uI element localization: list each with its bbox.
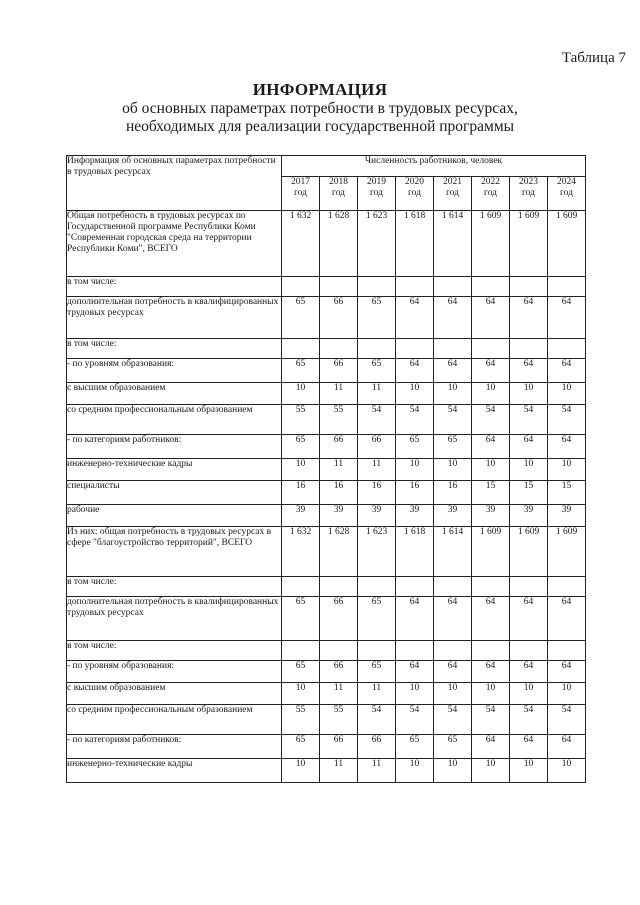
- year-unit: год: [294, 188, 307, 198]
- table-row: [67, 383, 586, 405]
- row-value: 10: [472, 383, 510, 405]
- year-unit: год: [408, 188, 421, 198]
- row-value: [282, 577, 320, 597]
- row-value: 55: [282, 405, 320, 435]
- row-value: [282, 277, 320, 297]
- row-value: 66: [320, 435, 358, 459]
- row-value: [548, 339, 586, 359]
- table-row: [67, 359, 586, 383]
- table-row: [67, 481, 586, 505]
- row-value: 55: [282, 705, 320, 735]
- row-value: [358, 339, 396, 359]
- row-value: 39: [548, 505, 586, 527]
- row-label: в том числе:: [67, 641, 282, 661]
- row-value: 66: [358, 435, 396, 459]
- row-value: 64: [510, 735, 548, 759]
- row-value: 16: [320, 481, 358, 505]
- row-value: 10: [282, 459, 320, 481]
- year-value: 2023: [519, 177, 538, 187]
- table-row: [67, 683, 586, 705]
- row-value: [548, 641, 586, 661]
- row-value: [358, 277, 396, 297]
- subtitle-line-2: необходимых для реализации государственной программы: [125, 118, 515, 135]
- row-label: - по уровням образования:: [67, 359, 282, 383]
- year-unit: год: [332, 188, 345, 198]
- row-label: - по уровням образования:: [67, 661, 282, 683]
- row-value: [396, 277, 434, 297]
- row-value: 10: [396, 383, 434, 405]
- row-value: [358, 641, 396, 661]
- row-value: 55: [320, 705, 358, 735]
- row-value: 64: [434, 297, 472, 339]
- row-value: 54: [434, 405, 472, 435]
- row-value: 64: [472, 661, 510, 683]
- row-value: 66: [320, 359, 358, 383]
- row-value: 1 609: [510, 211, 548, 277]
- row-value: [320, 339, 358, 359]
- row-value: 16: [396, 481, 434, 505]
- year-value: 2018: [329, 177, 348, 187]
- row-value: 1 632: [282, 211, 320, 277]
- row-value: 10: [548, 459, 586, 481]
- table-row: [67, 661, 586, 683]
- row-value: [472, 339, 510, 359]
- row-value: 54: [510, 705, 548, 735]
- row-value: 64: [548, 435, 586, 459]
- row-value: 1 614: [434, 211, 472, 277]
- row-value: 15: [510, 481, 548, 505]
- row-value: 16: [358, 481, 396, 505]
- row-label: инженерно-технические кадры: [67, 459, 282, 481]
- row-value: 64: [396, 359, 434, 383]
- row-value: 11: [358, 683, 396, 705]
- row-value: 10: [396, 459, 434, 481]
- row-value: [320, 577, 358, 597]
- row-value: 66: [320, 661, 358, 683]
- year-header-2022: [472, 177, 510, 211]
- row-value: 1 609: [510, 527, 548, 577]
- row-label: - по категориям работников:: [67, 435, 282, 459]
- row-value: [548, 277, 586, 297]
- row-value: 10: [434, 459, 472, 481]
- row-value: 11: [320, 683, 358, 705]
- row-value: [358, 577, 396, 597]
- labor-resources-table: [66, 155, 586, 783]
- row-label: дополнительная потребность в квалифицированных трудовых ресурсах: [67, 297, 282, 339]
- row-value: 10: [282, 759, 320, 783]
- row-value: 10: [510, 683, 548, 705]
- row-value: 65: [434, 435, 472, 459]
- row-value: 15: [472, 481, 510, 505]
- row-value: 1 618: [396, 211, 434, 277]
- year-unit: год: [560, 188, 573, 198]
- row-value: [320, 641, 358, 661]
- row-value: 11: [358, 759, 396, 783]
- row-label: с высшим образованием: [67, 683, 282, 705]
- row-value: [510, 339, 548, 359]
- row-label: инженерно-технические кадры: [67, 759, 282, 783]
- row-value: 16: [282, 481, 320, 505]
- row-value: [396, 577, 434, 597]
- year-unit: год: [522, 188, 535, 198]
- row-value: 64: [548, 661, 586, 683]
- row-value: 64: [434, 359, 472, 383]
- row-value: 64: [472, 597, 510, 641]
- row-value: 54: [472, 705, 510, 735]
- row-value: [510, 277, 548, 297]
- row-value: 66: [320, 597, 358, 641]
- table-row: [67, 577, 586, 597]
- row-value: 65: [282, 661, 320, 683]
- row-value: 54: [548, 705, 586, 735]
- row-value: 54: [510, 405, 548, 435]
- year-unit: год: [446, 188, 459, 198]
- row-label: со средним профессиональным образованием: [67, 705, 282, 735]
- document-title: ИНФОРМАЦИЯ: [252, 80, 388, 99]
- row-value: 65: [282, 597, 320, 641]
- row-label: с высшим образованием: [67, 383, 282, 405]
- row-label: рабочие: [67, 505, 282, 527]
- row-value: 10: [396, 759, 434, 783]
- year-header-2018: [320, 177, 358, 211]
- row-value: 65: [358, 597, 396, 641]
- row-value: [434, 339, 472, 359]
- row-value: [510, 577, 548, 597]
- row-value: 11: [320, 459, 358, 481]
- row-value: 1 628: [320, 527, 358, 577]
- year-value: 2021: [443, 177, 462, 187]
- table-row: [67, 759, 586, 783]
- row-value: 1 623: [358, 211, 396, 277]
- row-value: 64: [434, 661, 472, 683]
- row-value: 39: [320, 505, 358, 527]
- row-value: 64: [396, 597, 434, 641]
- row-value: [396, 641, 434, 661]
- row-value: 1 623: [358, 527, 396, 577]
- row-value: 10: [396, 683, 434, 705]
- year-header-2024: [548, 177, 586, 211]
- row-value: 10: [510, 459, 548, 481]
- header-row-group: [67, 156, 586, 177]
- row-value: 64: [510, 359, 548, 383]
- table-row: [67, 597, 586, 641]
- row-value: 64: [510, 661, 548, 683]
- row-label: - по категориям работников:: [67, 735, 282, 759]
- row-value: 39: [434, 505, 472, 527]
- row-value: 64: [396, 297, 434, 339]
- table-number-label: Таблица 7: [561, 50, 626, 66]
- table-row: [67, 435, 586, 459]
- row-value: 39: [472, 505, 510, 527]
- year-value: 2022: [481, 177, 500, 187]
- row-value: [472, 277, 510, 297]
- row-value: 10: [548, 383, 586, 405]
- row-value: 10: [434, 759, 472, 783]
- year-header-2021: [434, 177, 472, 211]
- row-value: 10: [282, 383, 320, 405]
- header-parameters-cell: Информация об основных параметрах потребности в трудовых ресурсах: [67, 156, 282, 211]
- row-value: 39: [282, 505, 320, 527]
- table-row: [67, 459, 586, 481]
- row-value: 65: [396, 735, 434, 759]
- row-value: 39: [396, 505, 434, 527]
- row-value: 64: [472, 735, 510, 759]
- row-value: 11: [358, 383, 396, 405]
- row-value: 54: [472, 405, 510, 435]
- row-value: [510, 641, 548, 661]
- year-header-2019: [358, 177, 396, 211]
- row-label: Из них: общая потребность в трудовых ресурсах в сфере "благоустройство территорий", ВСЕГО: [67, 527, 282, 577]
- row-value: 54: [548, 405, 586, 435]
- row-value: 1 609: [548, 211, 586, 277]
- row-value: 1 614: [434, 527, 472, 577]
- row-value: 54: [358, 405, 396, 435]
- header-workers-count-cell: Численность работников, человек: [282, 156, 586, 177]
- row-value: 1 628: [320, 211, 358, 277]
- row-value: 64: [510, 297, 548, 339]
- row-value: 1 609: [548, 527, 586, 577]
- table-row: [67, 405, 586, 435]
- row-value: 65: [282, 359, 320, 383]
- row-value: 66: [358, 735, 396, 759]
- row-value: 65: [358, 297, 396, 339]
- row-value: 64: [548, 359, 586, 383]
- row-value: 10: [472, 459, 510, 481]
- table-row: [67, 339, 586, 359]
- row-value: 64: [434, 597, 472, 641]
- row-label: со средним профессиональным образованием: [67, 405, 282, 435]
- year-value: 2020: [405, 177, 424, 187]
- row-value: 10: [510, 759, 548, 783]
- row-value: 64: [396, 661, 434, 683]
- row-value: 39: [358, 505, 396, 527]
- row-value: 39: [510, 505, 548, 527]
- table-row: [67, 735, 586, 759]
- year-unit: год: [370, 188, 383, 198]
- row-value: 64: [472, 359, 510, 383]
- row-value: 65: [396, 435, 434, 459]
- document-subtitle: [0, 100, 640, 136]
- row-value: 1 609: [472, 527, 510, 577]
- row-value: 55: [320, 405, 358, 435]
- row-value: 64: [510, 597, 548, 641]
- table-row: [67, 641, 586, 661]
- year-unit: год: [484, 188, 497, 198]
- row-value: 10: [510, 383, 548, 405]
- row-value: 64: [548, 735, 586, 759]
- table-row: [67, 527, 586, 577]
- table-row: [67, 505, 586, 527]
- row-value: [396, 339, 434, 359]
- row-value: 66: [320, 735, 358, 759]
- table-body: [67, 156, 586, 783]
- row-label: Общая потребность в трудовых ресурсах по Государственной программе Республики Коми "Современная городская среда на территории Республики Коми", ВСЕГО: [67, 211, 282, 277]
- row-label: в том числе:: [67, 577, 282, 597]
- year-value: 2019: [367, 177, 386, 187]
- row-value: 1 609: [472, 211, 510, 277]
- subtitle-line-1: об основных параметрах потребности в трудовых ресурсах,: [122, 100, 518, 117]
- year-value: 2024: [557, 177, 577, 187]
- row-value: 16: [434, 481, 472, 505]
- row-value: 54: [396, 405, 434, 435]
- year-header-2017: [282, 177, 320, 211]
- table-row: [67, 277, 586, 297]
- row-value: 11: [320, 383, 358, 405]
- row-value: 66: [320, 297, 358, 339]
- row-value: 1 632: [282, 527, 320, 577]
- row-value: 54: [358, 705, 396, 735]
- row-value: [434, 577, 472, 597]
- row-value: 11: [358, 459, 396, 481]
- row-value: [472, 641, 510, 661]
- year-header-2020: [396, 177, 434, 211]
- table-row: [67, 211, 586, 277]
- row-value: 10: [548, 683, 586, 705]
- row-value: 10: [472, 683, 510, 705]
- row-value: [282, 641, 320, 661]
- row-value: 10: [282, 683, 320, 705]
- row-value: [434, 277, 472, 297]
- row-value: [472, 577, 510, 597]
- row-value: 65: [358, 661, 396, 683]
- row-value: 65: [434, 735, 472, 759]
- table-row: [67, 297, 586, 339]
- row-value: 10: [548, 759, 586, 783]
- row-value: 11: [320, 759, 358, 783]
- row-value: 54: [396, 705, 434, 735]
- row-value: 64: [510, 435, 548, 459]
- row-value: 64: [548, 597, 586, 641]
- row-value: 65: [282, 435, 320, 459]
- row-label: в том числе:: [67, 339, 282, 359]
- row-value: 65: [282, 297, 320, 339]
- row-label: специалисты: [67, 481, 282, 505]
- row-value: [434, 641, 472, 661]
- row-value: 15: [548, 481, 586, 505]
- row-value: 65: [358, 359, 396, 383]
- row-value: 10: [434, 383, 472, 405]
- row-value: 65: [282, 735, 320, 759]
- row-value: 64: [548, 297, 586, 339]
- row-value: [320, 277, 358, 297]
- year-value: 2017: [291, 177, 310, 187]
- row-label: дополнительная потребность в квалифицированных трудовых ресурсах: [67, 597, 282, 641]
- row-value: [548, 577, 586, 597]
- row-value: [282, 339, 320, 359]
- row-value: 10: [472, 759, 510, 783]
- year-header-2023: [510, 177, 548, 211]
- table-row: [67, 705, 586, 735]
- row-value: 1 618: [396, 527, 434, 577]
- row-value: 54: [434, 705, 472, 735]
- row-label: в том числе:: [67, 277, 282, 297]
- row-value: 10: [434, 683, 472, 705]
- row-value: 64: [472, 297, 510, 339]
- row-value: 64: [472, 435, 510, 459]
